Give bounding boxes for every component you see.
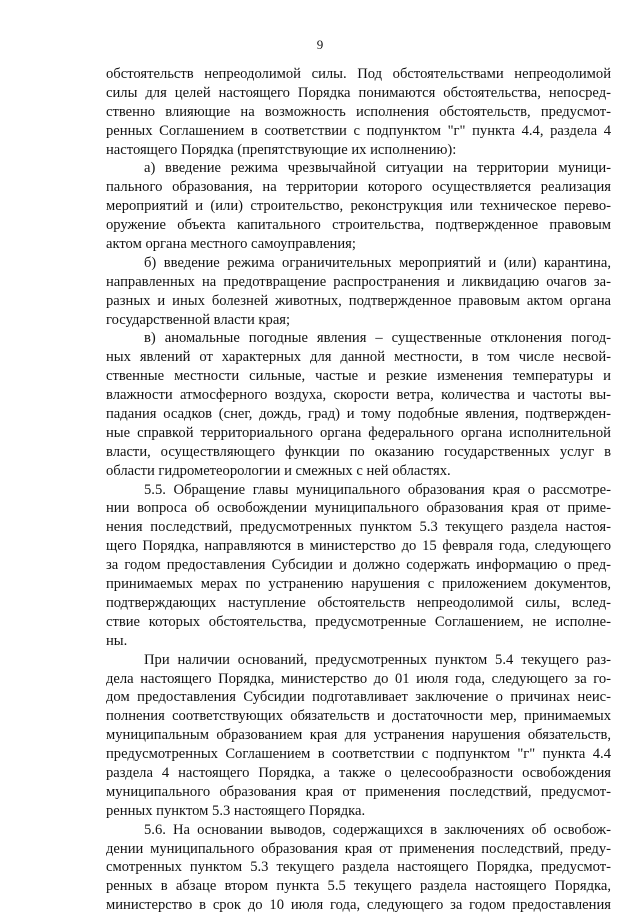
text-line: ренных в абзаце втором пункта 5.5 текущего раздела настоящего Порядка, <box>106 878 611 895</box>
text-line: 5.6. На основании выводов, содержащихся в заключениях об освобож- <box>144 821 611 838</box>
text-line: министерство в срок до 10 июля года, следующего за годом предоставления <box>106 897 611 914</box>
text-line: подтверждающих наступление обстоятельств непреодолимой силы, вслед- <box>106 594 611 611</box>
text-line: ны. <box>106 632 128 649</box>
text-line: оружение объекта капитального строительства, подтвержденное правовым <box>106 217 611 234</box>
text-line: обстоятельств непреодолимой силы. Под обстоятельствами непреодолимой <box>106 66 611 82</box>
document-body <box>106 65 611 915</box>
text-line: в) аномальные погодные явления – существенные отклонения погод- <box>144 330 611 347</box>
text-line: ственные местности сильные, частые и резкие изменения температуры и <box>106 368 611 385</box>
text-line: муниципальным образованием края для устранения нарушения обязательств, <box>106 727 611 744</box>
text-line: ных явлений от характерных для данной местности, в том числе несвой- <box>106 349 611 366</box>
text-line: ствие которых обстоятельства, предусмотренные Соглашением, не исполне- <box>106 613 611 630</box>
text-line: ственно влияющие на возможность исполнения обстоятельств, предусмот- <box>106 103 611 120</box>
text-line: пального образования, на территории которого осуществляется реализация <box>106 179 611 196</box>
text-line: раздела 4 настоящего Порядка, а также о целесообразности освобождения <box>106 764 611 781</box>
text-line: дом предоставления Субсидии подготавливает заключение о причинах неис- <box>106 689 611 706</box>
text-line: области гидрометеорологии и смежных с ней областях. <box>106 462 451 479</box>
text-line: настоящего Порядка (препятствующие их исполнению): <box>106 141 457 158</box>
page-number: 9 <box>316 37 324 52</box>
text-line: нения последствий, предусмотренных пунктом 5.3 текущего раздела настоя- <box>106 519 611 536</box>
text-line: нии вопроса об освобождении муниципального образования края от приме- <box>106 500 611 517</box>
text-line: дении муниципального образования края от применения последствий, преду- <box>106 840 611 857</box>
text-line: актом органа местного самоуправления; <box>106 236 356 253</box>
text-line: влажности атмосферного воздуха, скорости ветра, количества и частоты вы- <box>106 387 611 404</box>
text-line: мероприятий и (или) строительство, реконструкция или техническое перево- <box>106 198 611 215</box>
text-line: падания осадков (снег, дождь, град) и тому подобные явления, подтвержден- <box>106 406 611 423</box>
text-line: за годом предоставления Субсидии и должно содержать информацию о пред- <box>106 557 611 574</box>
text-line: ренных пунктом 5.3 настоящего Порядка. <box>106 802 366 819</box>
text-line: ные справкой территориального органа федерального органа исполнительной <box>106 424 611 441</box>
text-line: принимаемых мерах по устранению нарушения с приложением документов, <box>106 576 611 593</box>
text-line: власти, осуществляющего функции по оказанию государственных услуг в <box>106 443 611 460</box>
text-line: При наличии оснований, предусмотренных пунктом 5.4 текущего раз- <box>144 651 611 668</box>
text-line: смотренных пунктом 5.3 текущего раздела настоящего Порядка, предусмот- <box>106 859 611 876</box>
text-line: а) введение режима чрезвычайной ситуации на территории муници- <box>144 160 611 177</box>
text-line: направленных на предотвращение распространения и ликвидацию очагов за- <box>106 273 611 290</box>
text-line: силы для целей настоящего Порядка понимаются обстоятельства, непосред- <box>106 84 611 101</box>
text-line: предусмотренных Соглашением в соответствии с подпунктом "г" пункта 4.4 <box>106 746 611 763</box>
text-line: б) введение режима ограничительных мероприятий и (или) карантина, <box>144 254 611 271</box>
text-line: разных и иных болезней животных, подтвержденное правовым актом органа <box>106 292 611 309</box>
text-line: 5.5. Обращение главы муниципального образования края о рассмотре- <box>144 481 611 498</box>
text-line: дела настоящего Порядка, министерство до 01 июля года, следующего за го- <box>106 670 611 687</box>
text-line: муниципального образования края от применения последствий, предусмот- <box>106 783 611 800</box>
text-line: ренных Соглашением в соответствии с подпунктом "г" пункта 4.4, раздела 4 <box>106 122 611 139</box>
text-line: щего Порядка, направляются в министерство до 15 февраля года, следующего <box>106 538 611 555</box>
text-line: полнения соответствующих обязательств и достаточности мер, принимаемых <box>106 708 611 725</box>
text-line: государственной власти края; <box>106 311 291 328</box>
